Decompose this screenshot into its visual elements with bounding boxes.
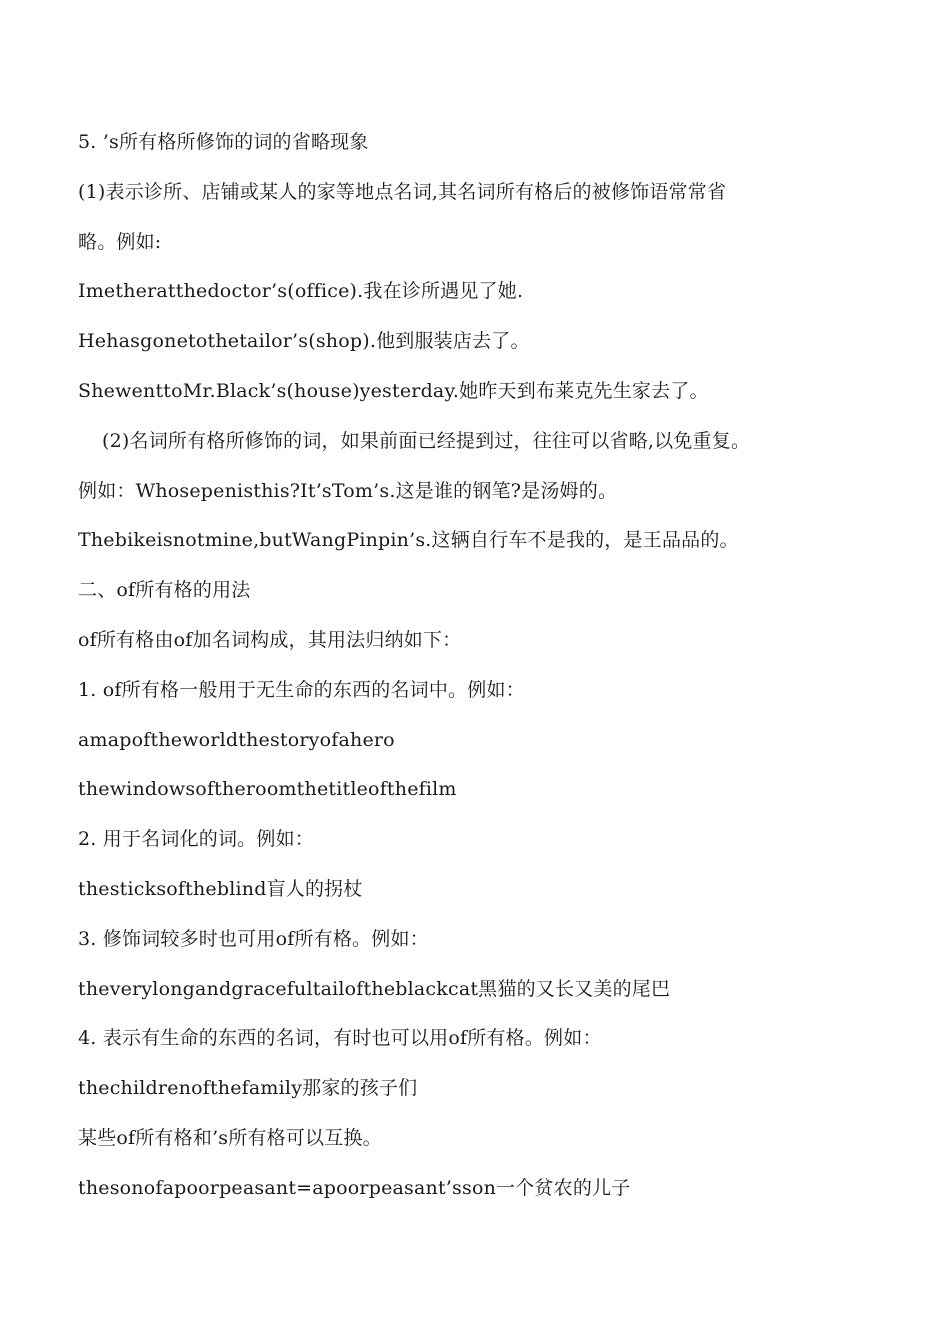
example-sentence: Thebikeisnotmine,butWangPinpin’s.这辆自行车不是我的，是王品品的。 [78,529,739,552]
rule-item: 1. of所有格一般用于无生命的东西的名词中。例如： [78,678,525,701]
example-phrase: theverylongandgracefultailoftheblackcat黑猫的又长又美的尾巴 [78,977,671,1000]
section-heading: 5. ’s所有格所修饰的词的省略现象 [78,131,369,153]
document-body [78,118,878,1214]
example-phrase: amapoftheworldthestoryofahero [78,728,395,751]
example-sentence: 例如：Whosepenisthis?It’sTom’s.这是谁的钢笔?是汤姆的。 [78,479,618,502]
rule-item: 4. 表示有生命的东西的名词，有时也可以用of所有格。例如： [78,1027,602,1050]
example-phrase: thechildrenofthefamily那家的孩子们 [78,1077,418,1100]
example-sentence: Hehasgonetothetailor’s(shop).他到服装店去了。 [78,330,530,353]
section-heading: 二、of所有格的用法 [78,579,251,602]
paragraph-line: of所有格由of加名词构成，其用法归纳如下： [78,628,462,651]
example-phrase: thewindowsoftheroomthetitleofthefilm [78,778,457,801]
example-sentence: ShewenttoMr.Black’s(house)yesterday.她昨天到布莱克先生家去了。 [78,379,709,402]
example-phrase: thesonofapoorpeasant=apoorpeasant’sson一个贫农的儿子 [78,1176,631,1199]
paragraph-line: 略。例如: [78,230,162,253]
example-phrase: thesticksoftheblind盲人的拐杖 [78,877,363,900]
paragraph-line: (2)名词所有格所修饰的词，如果前面已经提到过，往往可以省略,以免重复。 [102,429,751,452]
example-sentence: Imetheratthedoctor’s(office).我在诊所遇见了她. [78,280,524,303]
rule-item: 3. 修饰词较多时也可用of所有格。例如： [78,927,429,950]
rule-item: 2. 用于名词化的词。例如： [78,828,314,851]
paragraph-line: (1)表示诊所、店铺或某人的家等地点名词,其名词所有格后的被修饰语常常省 [78,180,727,203]
paragraph-line: 某些of所有格和’s所有格可以互换。 [78,1126,382,1149]
